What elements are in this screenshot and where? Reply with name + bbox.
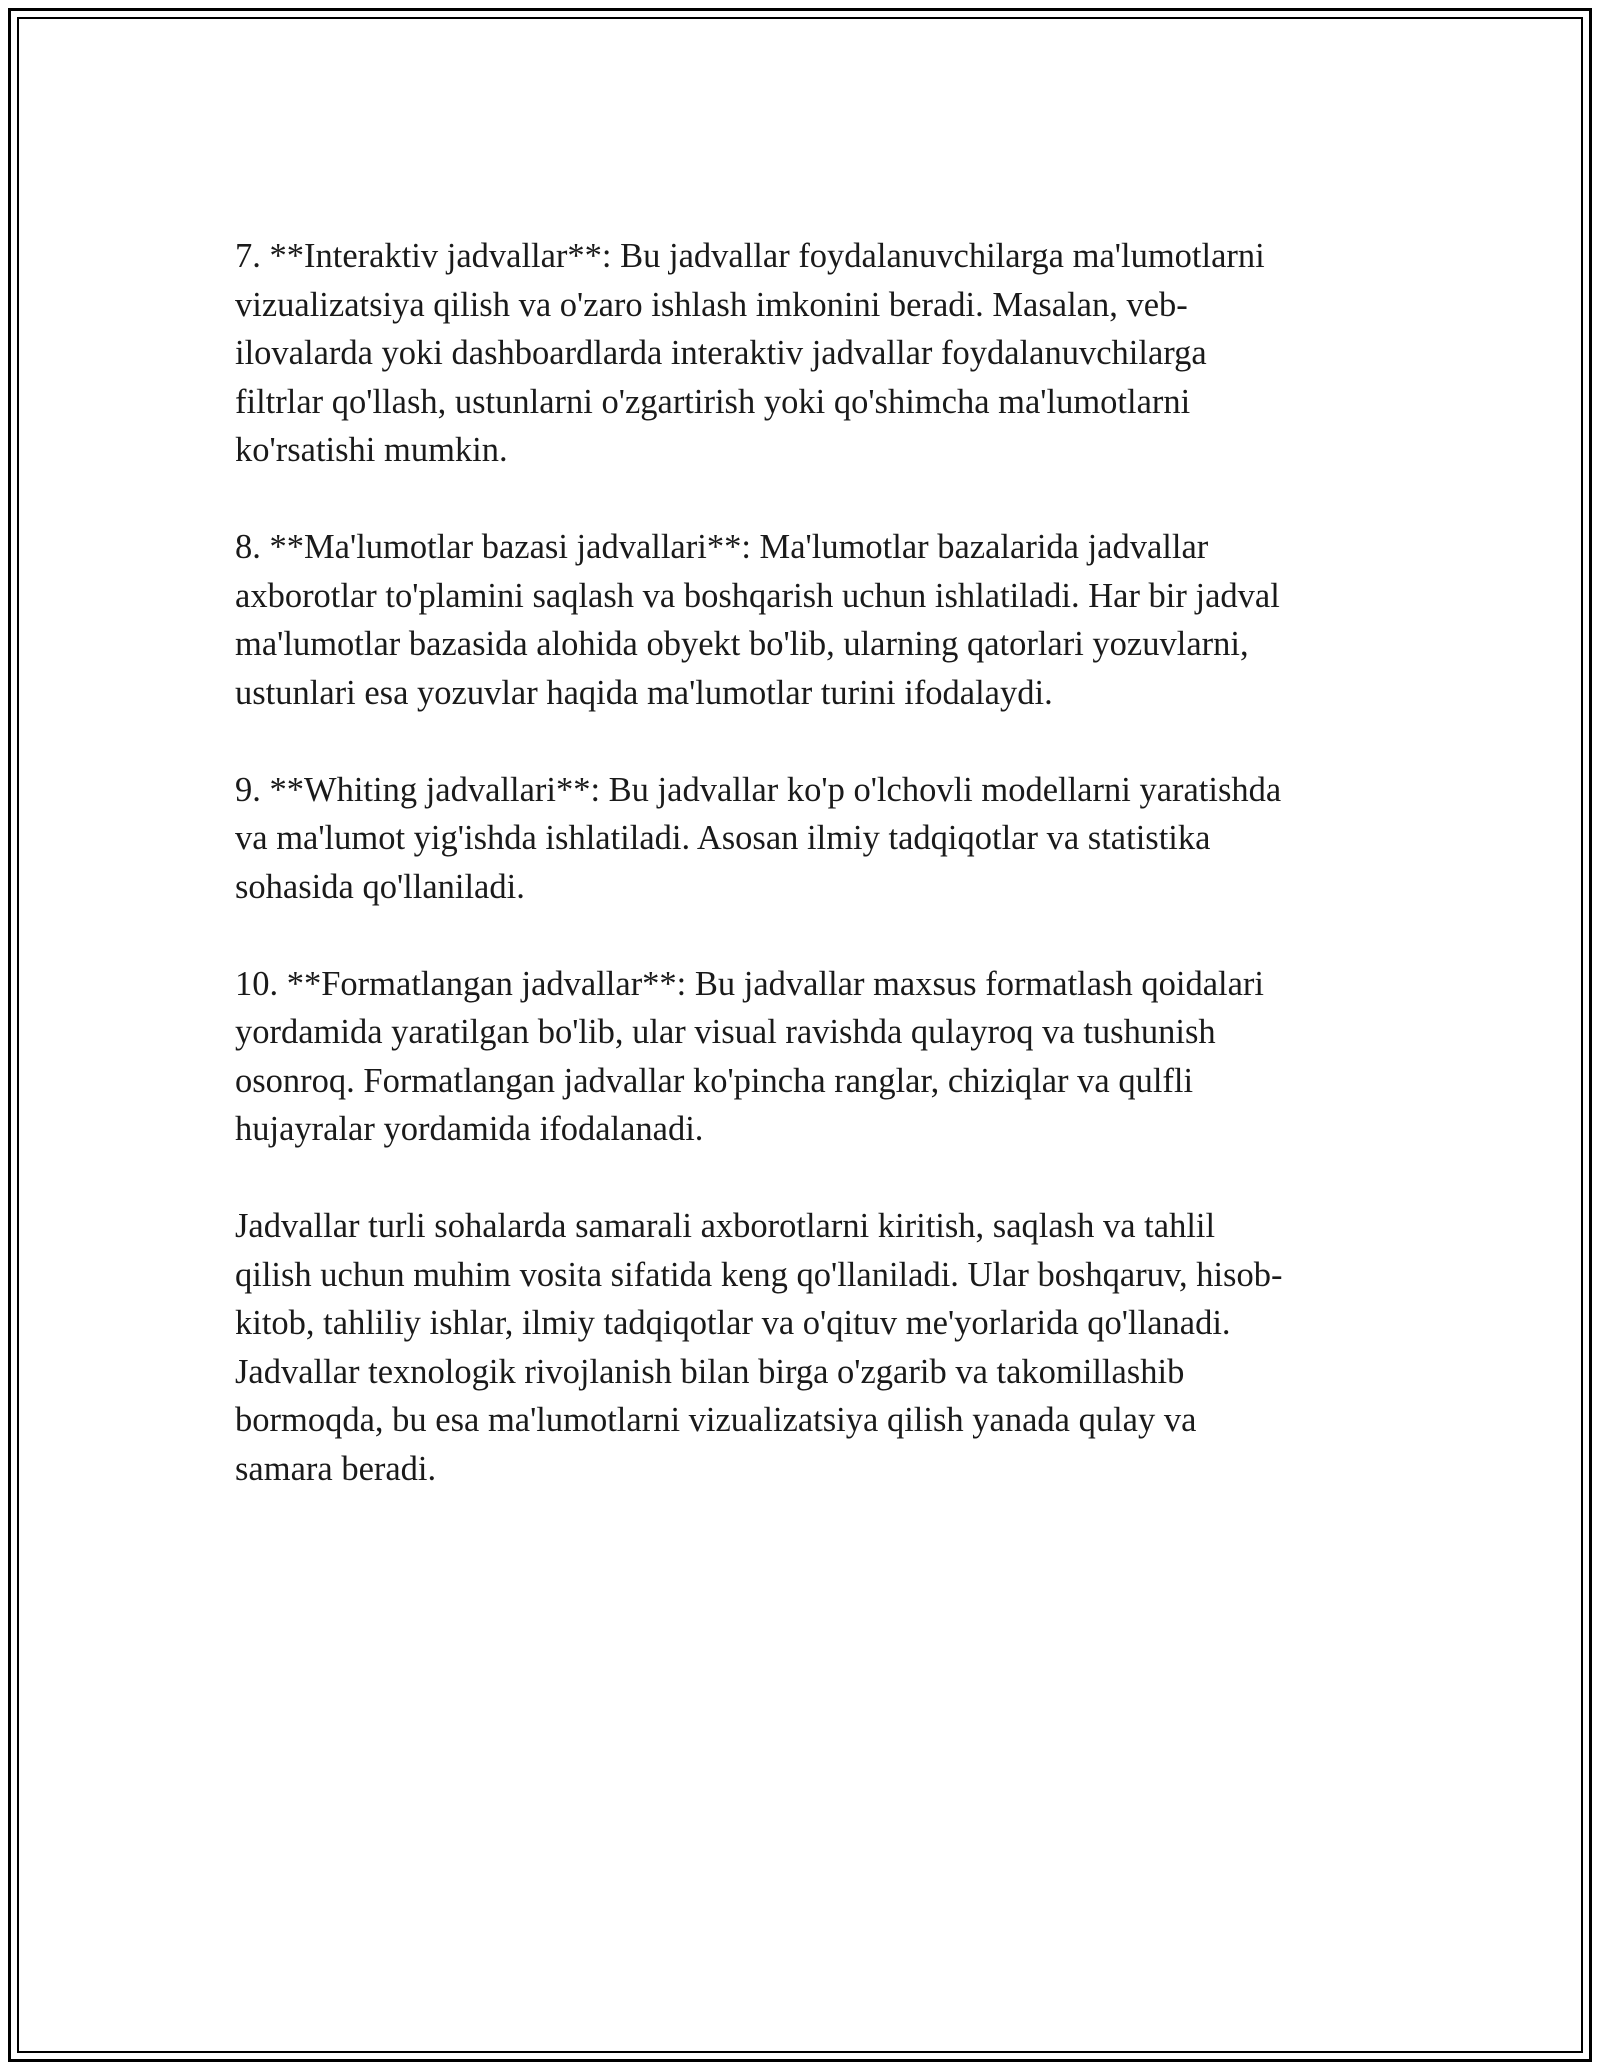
paragraph-database-tables: 8. **Ma'lumotlar bazasi jadvallari**: Ma'lumotlar bazalarida jadvallar axborotlar to'plamini saqlash va boshqarish uchun ishlatiladi. Har bir jadval ma'lumotlar bazasida alohida obyekt bo'lib, ularning qatorlari yozuvlarni, ustunlari esa yozuvlar haqida ma'lumotlar turini ifodalaydi. [235, 528, 1280, 712]
paragraph-interactive-tables: 7. **Interaktiv jadvallar**: Bu jadvallar foydalanuvchilarga ma'lumotlarni vizualizatsiya qilish va o'zaro ishlash imkonini beradi. Masalan, veb- ilovalarda yoki dashboardlarda interaktiv jadvallar foydalanuvchilarga filtrlar qo'llash, ustunlarni o'zgartirish yoki qo'shimcha ma'lumotlarni ko'rsatishi mumkin. [235, 237, 1265, 469]
document-body [235, 232, 1365, 1493]
paragraph-formatted-tables: 10. **Formatlangan jadvallar**: Bu jadvallar maxsus formatlash qoidalari yordamida yaratilgan bo'lib, ular visual ravishda qulayroq va tushunish osonroq. Formatlangan jadvallar ko'pincha ranglar, chiziqlar va qulfli hujayralar yordamida ifodalanadi. [235, 964, 1264, 1148]
paragraph-conclusion: Jadvallar turli sohalarda samarali axborotlarni kiritish, saqlash va tahlil qilish uchun muhim vosita sifatida keng qo'llaniladi. Ular boshqaruv, hisob- kitob, tahliliy ishlar, ilmiy tadqiqotlar va o'qituv me'yorlarida qo'llanadi. Jadvallar texnologik rivojlanish bilan birga o'zgarib va takomillashib bormoqda, bu esa ma'lumotlarni vizualizatsiya qilish yanada qulay va samara beradi. [235, 1207, 1283, 1488]
paragraph-whiting-tables: 9. **Whiting jadvallari**: Bu jadvallar ko'p o'lchovli modellarni yaratishda va ma'lumot yig'ishda ishlatiladi. Asosan ilmiy tadqiqotlar va statistika sohasida qo'llaniladi. [235, 770, 1282, 906]
